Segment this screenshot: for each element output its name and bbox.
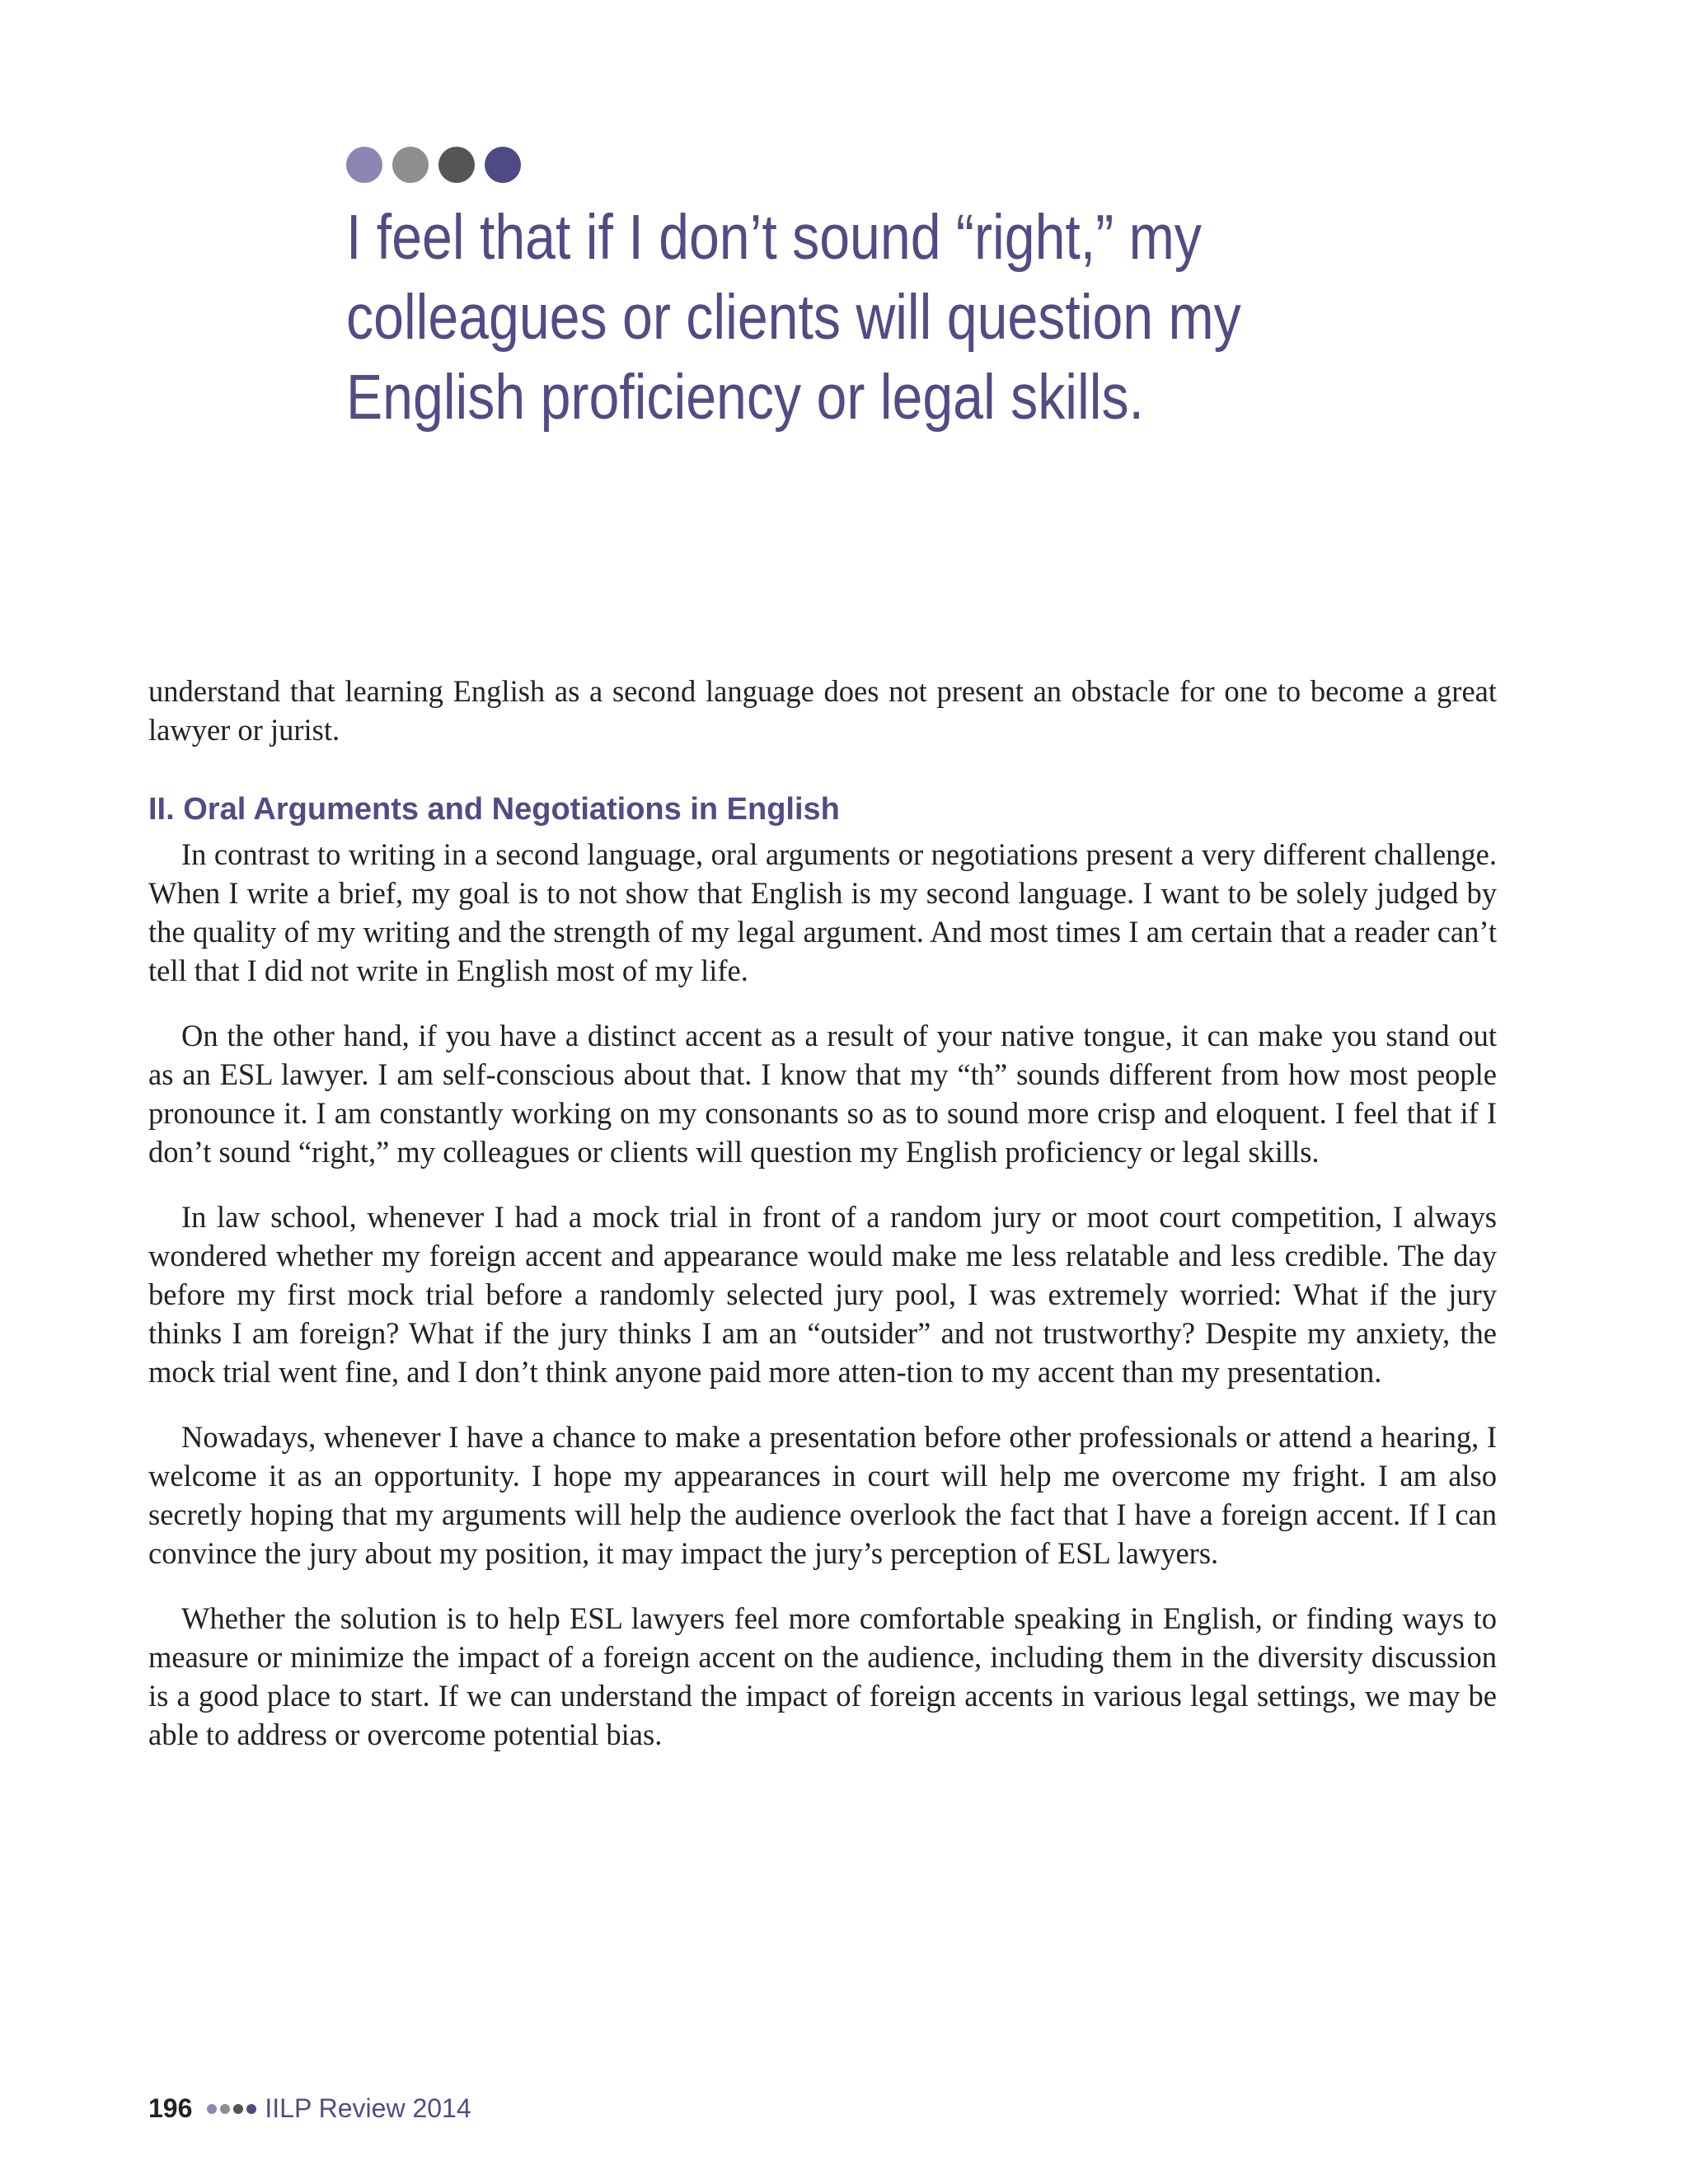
pull-quote [346, 147, 1294, 438]
dot-icon [246, 2104, 256, 2114]
dot-icon [233, 2104, 243, 2114]
footer-dots [207, 2104, 256, 2114]
dot-icon [392, 147, 429, 183]
continuation-paragraph: understand that learning English as a second language does not present an obstacle for one to become a great lawyer or jurist. [148, 674, 1497, 747]
pull-quote-text: I feel that if I don’t sound “right,” my colleagues or clients will question my English proficiency or legal skills. [346, 202, 1241, 433]
dot-icon [346, 147, 382, 183]
article-body [148, 672, 1497, 1780]
page-number: 196 [148, 2093, 193, 2123]
dot-icon [485, 147, 521, 183]
section-heading: II. Oral Arguments and Negotiations in English [148, 792, 840, 827]
decorative-dots [346, 147, 1294, 183]
dot-icon [207, 2104, 217, 2114]
body-paragraph: In contrast to writing in a second language, oral arguments or negotiations present a very different challenge. When I write a brief, my goal is to not show that English is my second language. I want to be solely judged by the quality of my writing and the strength of my legal argument. And most times I am certain that a reader can’t tell that I did not write in English most of my life. [148, 837, 1497, 987]
body-paragraph: On the other hand, if you have a distinct accent as a result of your native tongue, it can make you stand out as an ESL lawyer. I am self-conscious about that. I know that my “th” sounds different from how most people pronounce it. I am constantly working on my consonants so as to sound more crisp and eloquent. I feel that if I don’t sound “right,” my colleagues or clients will question my English proficiency or legal skills. [148, 1019, 1497, 1169]
body-paragraph: Whether the solution is to help ESL lawyers feel more comfortable speaking in English, or finding ways to measure or minimize the impact of a foreign accent on the audience, including them in the diversity discussion is a good place to start. If we can understand the impact of foreign accents in various legal settings, we may be able to address or overcome potential bias. [148, 1601, 1497, 1751]
dot-icon [438, 147, 475, 183]
body-paragraph: In law school, whenever I had a mock trial in front of a random jury or moot court competition, I always wondered whether my foreign accent and appearance would make me less relatable and less credible. The day before my first mock trial before a randomly selected jury pool, I was extremely worried: What if the jury thinks I am foreign? What if the jury thinks I am an “outsider” and not trustworthy? Despite my anxiety, the mock trial went fine, and I don’t think anyone paid more atten-tion to my accent than my presentation. [148, 1200, 1497, 1389]
dot-icon [220, 2104, 230, 2114]
journal-name: IILP Review 2014 [265, 2093, 471, 2123]
page-footer [148, 2093, 471, 2124]
body-paragraph: Nowadays, whenever I have a chance to make a presentation before other professionals or attend a hearing, I welcome it as an opportunity. I hope my appearances in court will help me overcome my fright. I am also secretly hoping that my arguments will help the audience overlook the fact that I have a foreign accent. If I can convince the jury about my position, it may impact the jury’s perception of ESL lawyers. [148, 1420, 1497, 1570]
